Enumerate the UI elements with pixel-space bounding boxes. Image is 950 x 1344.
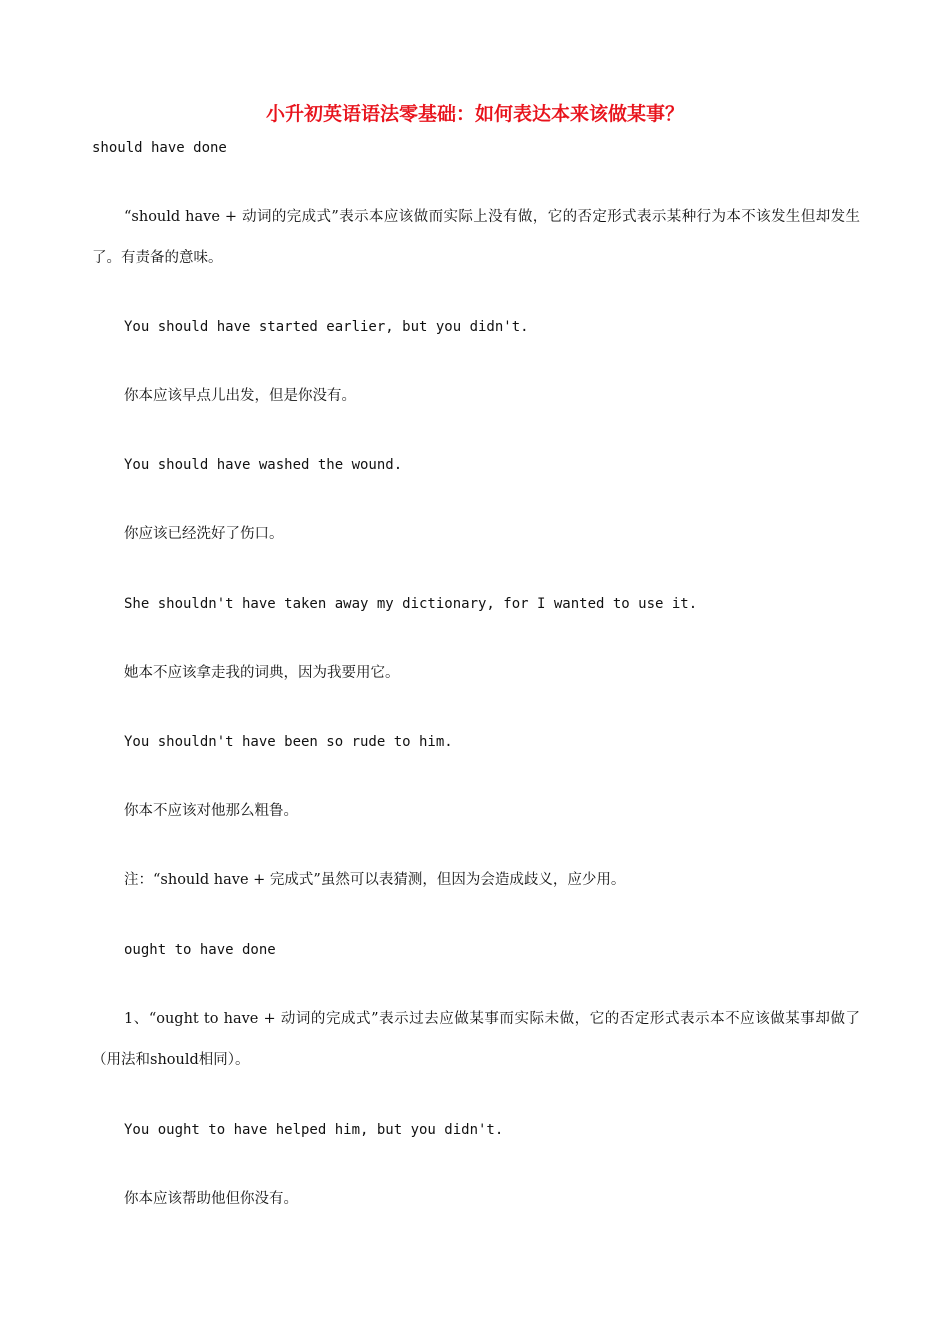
example-english-3: She shouldn't have taken away my dictionary, for I wanted to use it. <box>124 596 698 612</box>
example-english-4: You shouldn't have been so rude to him. <box>124 734 453 750</box>
section-explanation-should-have: “should have + 动词的完成式”表示本应该做而实际上没有做，它的否定形式表示某种行为本不该发生但却发生了。有责备的意味。 <box>92 209 860 266</box>
section-heading-ought-to-have-done: ought to have done <box>124 942 276 958</box>
example-english-5: You ought to have helped him, but you didn't. <box>124 1122 504 1138</box>
example-chinese-4: 你本不应该对他那么粗鲁。 <box>124 803 298 819</box>
example-chinese-5: 你本应该帮助他但你没有。 <box>124 1191 298 1207</box>
example-chinese-2: 你应该已经洗好了伤口。 <box>124 526 284 542</box>
example-chinese-1: 你本应该早点儿出发，但是你没有。 <box>124 388 356 404</box>
section-explanation-ought-to-have: 1、“ought to have + 动词的完成式”表示过去应做某事而实际未做，它的否定形式表示本不应该做某事却做了（用法和should相同）。 <box>92 1011 860 1068</box>
example-chinese-3: 她本不应该拿走我的词典，因为我要用它。 <box>124 665 400 681</box>
example-english-2: You should have washed the wound. <box>124 457 403 473</box>
section-heading-should-have-done: should have done <box>92 140 227 156</box>
document-title: 小升初英语语法零基础：如何表达本来该做某事？ <box>265 103 684 125</box>
usage-note: 注：“should have + 完成式”虽然可以表猜测，但因为会造成歧义，应少用。 <box>124 872 626 888</box>
example-english-1: You should have started earlier, but you didn't. <box>124 319 529 335</box>
